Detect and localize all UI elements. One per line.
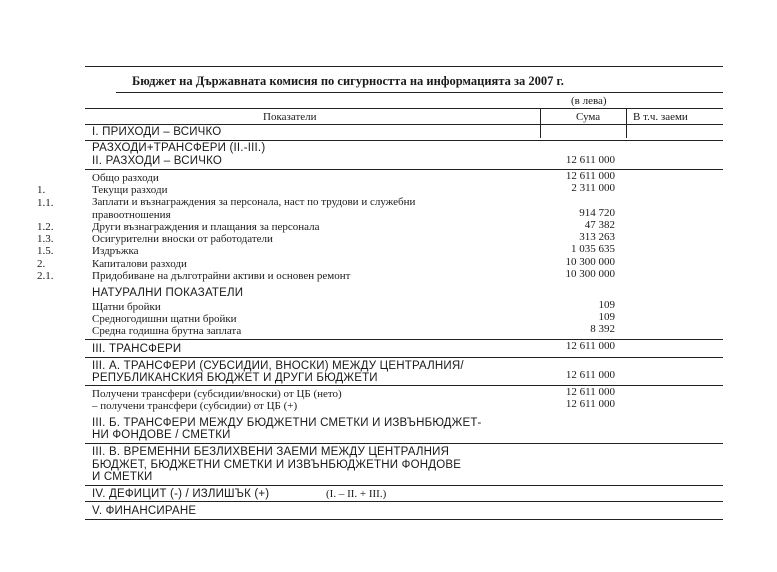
row-assets-value: 10 300 000 xyxy=(565,268,615,280)
row-received-transfers-value: 12 611 000 xyxy=(565,386,615,398)
row-maintenance-value: 1 035 635 xyxy=(571,243,615,255)
row-insurance-label: Осигурителни вноски от работодатели xyxy=(92,233,273,245)
line-after-transfers-b xyxy=(85,443,723,444)
header-top-line xyxy=(85,108,723,109)
row-avg-staff-label: Средногодишни щатни бройки xyxy=(92,313,237,325)
line-after-transfers-a xyxy=(85,385,723,386)
document-title: Бюджет на Държавната комисия по сигурността на информацията за 2007 г. xyxy=(132,74,564,88)
row-current-num: 1. xyxy=(37,184,46,196)
title-underline xyxy=(116,92,723,93)
row-salaries-num: 1.1. xyxy=(37,197,54,209)
row-revenues-label: I. ПРИХОДИ – ВСИЧКО xyxy=(92,126,222,138)
row-capital-label: Капиталови разходи xyxy=(92,258,187,270)
row-insurance-num: 1.3. xyxy=(37,233,54,245)
row-transfers-a-label: III. А. ТРАНСФЕРИ (СУБСИДИИ, ВНОСКИ) МЕЖДУ ЦЕНТРАЛНИЯ/ xyxy=(92,360,464,372)
row-staff-value: 109 xyxy=(598,299,615,311)
row-other-pay-value: 47 382 xyxy=(584,219,615,231)
row-other-pay-label: Други възнаграждения и плащания за персонала xyxy=(92,221,320,233)
row-transfers-a-label-cont: РЕПУБЛИКАНСКИЯ БЮДЖЕТ И ДРУГИ БЮДЖЕТИ xyxy=(92,372,378,384)
column-header-indicators: Показатели xyxy=(263,111,317,123)
row-total-expenses-value: 12 611 000 xyxy=(565,170,615,182)
row-received-subsidies-value: 12 611 000 xyxy=(565,398,615,410)
line-after-expenses xyxy=(85,169,723,170)
row-salaries-value: 914 720 xyxy=(579,207,615,219)
row-transfers-label: III. ТРАНСФЕРИ xyxy=(92,343,182,355)
row-received-transfers-label: Получени трансфери (субсидии/вноски) от ЦБ (нето) xyxy=(92,388,342,400)
row-capital-num: 2. xyxy=(37,258,46,270)
row-current-label: Текущи разходи xyxy=(92,184,168,196)
row-loans-label: III. В. ВРЕМЕННИ БЕЗЛИХВЕНИ ЗАЕМИ МЕЖДУ ЦЕНТРАЛНИЯ xyxy=(92,446,450,458)
row-deficit-formula: (I. – II. + III.) xyxy=(326,488,387,500)
line-after-deficit xyxy=(85,501,723,502)
row-financing-label: V. ФИНАНСИРАНЕ xyxy=(92,505,197,517)
row-salaries-label: Заплати и възнаграждения за персонала, наст по трудови и служебни xyxy=(92,196,416,208)
unit-label: (в лева) xyxy=(571,95,607,107)
row-transfers-b-label: III. Б. ТРАНСФЕРИ МЕЖДУ БЮДЖЕТНИ СМЕТКИ И ИЗВЪНБЮДЖЕТ- xyxy=(92,417,482,429)
row-expenses-total-label: II. РАЗХОДИ – ВСИЧКО xyxy=(92,155,223,167)
row-insurance-value: 313 263 xyxy=(579,231,615,243)
row-total-expenses-label: Общо разходи xyxy=(92,172,159,184)
line-after-transfers xyxy=(85,357,723,358)
row-deficit-label: IV. ДЕФИЦИТ (-) / ИЗЛИШЪК (+) xyxy=(92,488,270,500)
row-maintenance-label: Издръжка xyxy=(92,245,139,257)
row-avg-staff-value: 109 xyxy=(598,311,615,323)
column-separator-sum xyxy=(540,108,541,138)
row-transfers-value: 12 611 000 xyxy=(565,340,615,352)
header-bottom-line xyxy=(85,124,723,125)
bottom-line xyxy=(85,519,723,520)
line-before-transfers xyxy=(85,339,723,340)
row-transfers-b-label-cont: НИ ФОНДОВЕ / СМЕТКИ xyxy=(92,429,231,441)
row-expenses-transfers-label: РАЗХОДИ+ТРАНСФЕРИ (II.-III.) xyxy=(92,142,266,154)
row-other-pay-num: 1.2. xyxy=(37,221,54,233)
row-loans-label-cont2: И СМЕТКИ xyxy=(92,471,153,483)
row-transfers-a-value: 12 611 000 xyxy=(565,369,615,381)
row-avg-salary-label: Средна годишна брутна заплата xyxy=(92,325,242,337)
column-separator-loans xyxy=(626,108,627,138)
column-header-sum: Сума xyxy=(576,111,601,123)
row-assets-num: 2.1. xyxy=(37,270,54,282)
row-expenses-total-value: 12 611 000 xyxy=(565,154,615,166)
row-received-subsidies-label: – получени трансфери (субсидии) от ЦБ (+) xyxy=(92,400,298,412)
row-avg-salary-value: 8 392 xyxy=(590,323,615,335)
natural-indicators-heading: НАТУРАЛНИ ПОКАЗАТЕЛИ xyxy=(92,287,244,299)
row-salaries-label-cont: правоотношения xyxy=(92,209,171,221)
row-current-value: 2 311 000 xyxy=(571,182,615,194)
column-header-loans: В т.ч. заеми xyxy=(633,111,688,123)
row-staff-label: Щатни бройки xyxy=(92,301,161,313)
line-after-revenues xyxy=(85,140,723,141)
top-border xyxy=(85,66,723,67)
row-maintenance-num: 1.5. xyxy=(37,245,54,257)
row-assets-label: Придобиване на дълготрайни активи и основен ремонт xyxy=(92,270,351,282)
row-loans-label-cont1: БЮДЖЕТ, БЮДЖЕТНИ СМЕТКИ И ИЗВЪНБЮДЖЕТНИ ФОНДОВЕ xyxy=(92,459,462,471)
line-after-loans xyxy=(85,485,723,486)
row-capital-value: 10 300 000 xyxy=(565,256,615,268)
